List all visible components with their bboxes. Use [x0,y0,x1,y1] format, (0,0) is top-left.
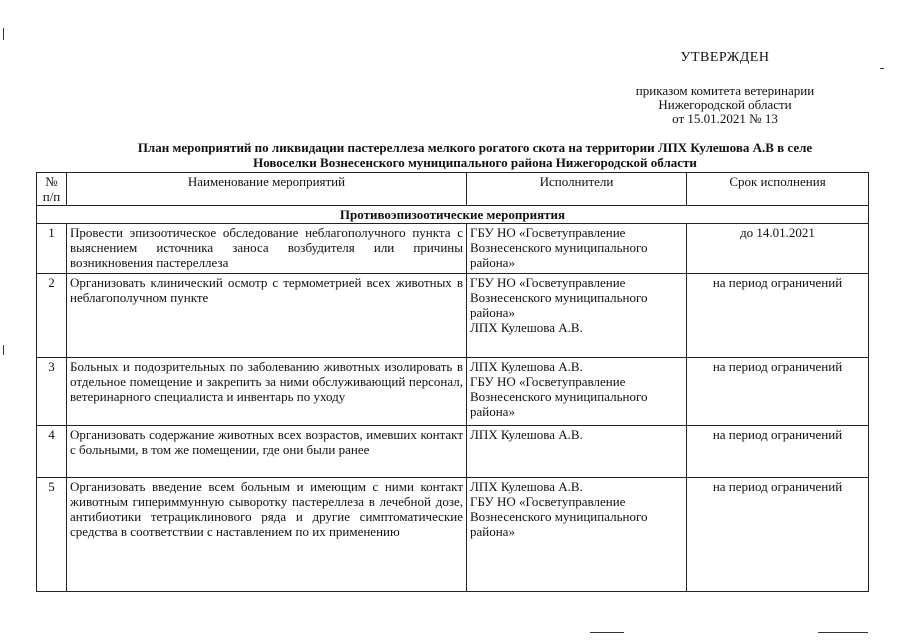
row-deadline: на период ограничений [687,358,869,426]
row-number: 3 [37,358,67,426]
executor-line: ЛПХ Кулешова А.В. [470,427,583,442]
title-line-1: План мероприятий по ликвидации пастереллеза мелкого рогатого скота на территории ЛПХ Кулешова А.В в селе [137,140,813,155]
table-row [37,274,869,358]
row-action: Организовать клинический осмотр с термометрией всех животных в неблагополучном пункте [67,274,467,358]
executor-line: района» [470,305,515,320]
table-row [37,426,869,478]
row-number: 5 [37,478,67,592]
row-action: Провести эпизоотическое обследование неблагополучного пункта с выяснением источника заноса возбудителя или причины возникновения пастереллеза [67,224,467,274]
document-title [80,140,870,170]
row-number: 2 [37,274,67,358]
row-action: Организовать содержание животных всех возрастов, имевших контакт с больными, в том же помещении, где они были ранее [67,426,467,478]
scan-mark-right [880,68,884,69]
table-row [37,478,869,592]
row-deadline: до 14.01.2021 [687,224,869,274]
executor-line: района» [470,255,515,270]
scan-mark-bottom-2 [818,632,868,633]
header-number-line2: п/п [42,189,61,204]
executor-line: Вознесенского муниципального [470,509,648,524]
row-deadline: на период ограничений [687,274,869,358]
approval-line-order: приказом комитета ветеринарии [635,83,815,98]
scan-mark-left-2 [3,345,4,355]
executor-line: района» [470,404,515,419]
executor-line: Вознесенского муниципального [470,240,648,255]
row-executors [467,274,687,358]
row-number: 1 [37,224,67,274]
executor-line: Вознесенского муниципального [470,290,648,305]
header-action: Наименование мероприятий [67,173,467,206]
row-executors [467,358,687,426]
row-action: Больных и подозрительных по заболеванию животных изолировать в отдельное помещение и закрепить за ними обслуживающий персонал, ветеринарного специалиста и инвентарь по уходу [67,358,467,426]
approval-line-date: от 15.01.2021 № 13 [672,111,778,126]
row-deadline: на период ограничений [687,478,869,592]
executor-line: ЛПХ Кулешова А.В. [470,479,583,494]
row-action: Организовать введение всем больным и имеющим с ними контакт животным гипериммунную сыворотку пастереллеза в лечебной дозе, антибиотики тетрациклинового ряда и другие симптоматические средства в соответствии с наставлением по их применению [67,478,467,592]
section-row [37,206,869,224]
row-deadline: на период ограничений [687,426,869,478]
executor-line: ГБУ НО «Госветуправление [470,275,626,290]
header-number-line1: № [45,174,58,189]
table-row [37,358,869,426]
executor-line: района» [470,524,515,539]
row-executors [467,478,687,592]
header-executors: Исполнители [467,173,687,206]
executor-line: Вознесенского муниципального [470,389,648,404]
header-deadline: Срок исполнения [687,173,869,206]
header-number [37,173,67,206]
executor-line: ЛПХ Кулешова А.В. [470,320,583,335]
approval-line-region: Нижегородской области [658,97,792,112]
executor-line: ГБУ НО «Госветуправление [470,374,626,389]
approval-block [600,50,850,126]
executor-line: ЛПХ Кулешова А.В. [470,359,583,374]
row-executors [467,426,687,478]
executor-line: ГБУ НО «Госветуправление [470,494,626,509]
plan-table [36,172,869,592]
section-title: Противоэпизоотические мероприятия [37,206,869,224]
table-row [37,224,869,274]
approval-heading: УТВЕРЖДЕН [680,50,770,65]
row-number: 4 [37,426,67,478]
executor-line: ГБУ НО «Госветуправление [470,225,626,240]
row-executors [467,224,687,274]
table-header-row [37,173,869,206]
scan-mark-bottom [590,632,624,633]
title-line-2: Новоселки Вознесенского муниципального района Нижегородской области [253,155,697,170]
scan-mark-left [3,28,4,40]
